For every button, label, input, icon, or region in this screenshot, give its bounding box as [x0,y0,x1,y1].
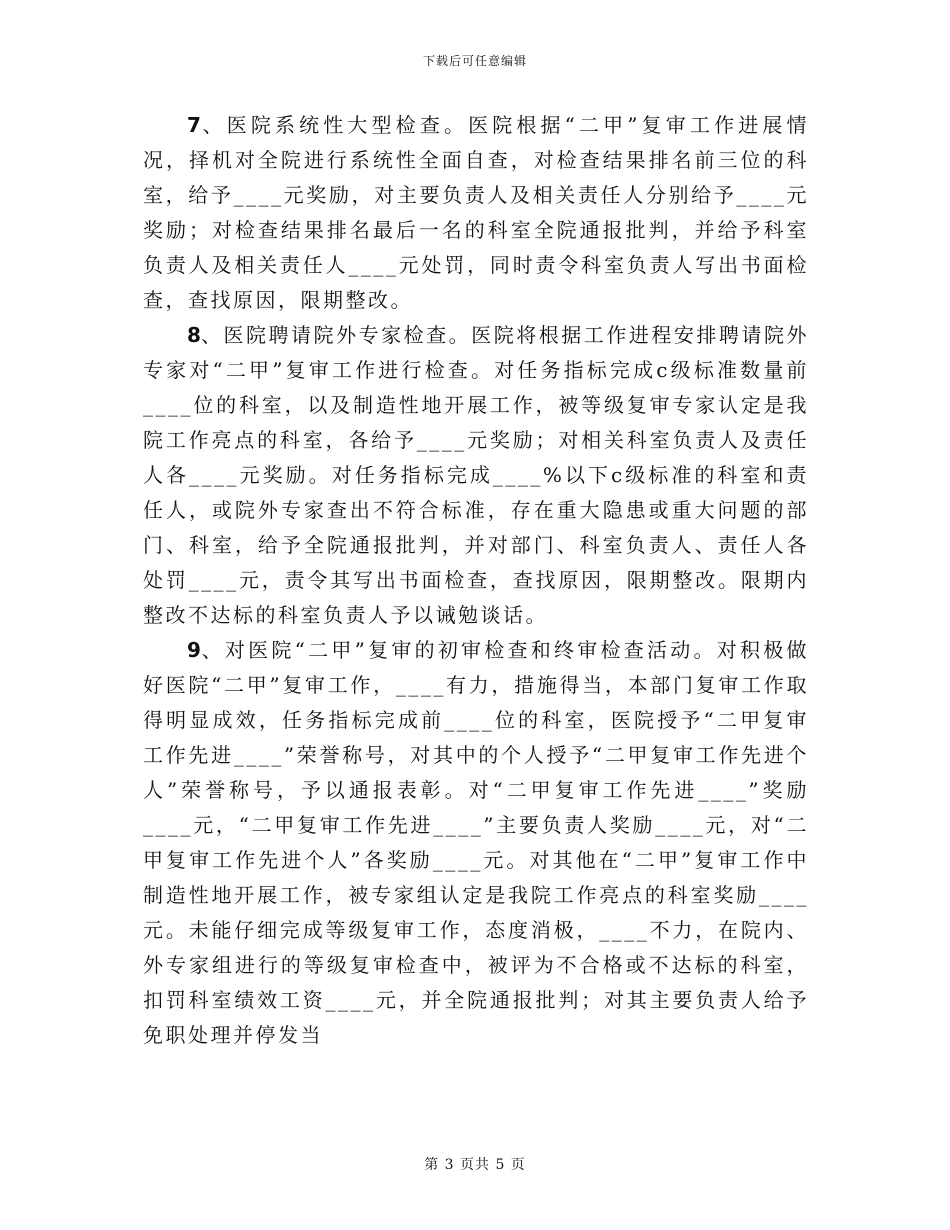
paragraph-8 [143,318,809,633]
paragraph-9 [143,633,809,1053]
paragraph-text: 、医院系统性大型检查。医院根据“二甲”复审工作进展情况，择机对全院进行系统性全面自查，对检查结果排名前三位的科室，给予____元奖励，对主要负责人及相关责任人分别给予____元奖励；对检查结果排名最后一名的科室全院通报批判，并给予科室负责人及相关责任人____元处罚，同时责令科室负责人写出书面检查，查找原因，限期整改。 [143,113,809,312]
paragraph-7 [143,108,809,318]
item-number: 8 [187,323,201,347]
item-number: 9 [187,638,201,662]
page-header: 下载后可任意编辑 [422,54,527,68]
page-footer: 第 3 页共 5 页 [424,1157,526,1173]
paragraph-text: 、医院聘请院外专家检查。医院将根据工作进程安排聘请院外专家对“二甲”复审工作进行检查。对任务指标完成c级标准数量前____位的科室，以及制造性地开展工作，被等级复审专家认定是我院工作亮点的科室，各给予____元奖励；对相关科室负责人及责任人各____元奖励。对任务指标完成____%以下c级标准的科室和责任人，或院外专家查出不符合标准，存在重大隐患或重大问题的部门、科室，给予全院通报批判，并对部门、科室负责人、责任人各处罚____元，责令其写出书面检查，查找原因，限期整改。限期内整改不达标的科室负责人予以诫勉谈话。 [143,323,809,627]
paragraph-text: 、对医院“二甲”复审的初审检查和终审检查活动。对积极做好医院“二甲”复审工作，____有力，措施得当，本部门复审工作取得明显成效，任务指标完成前____位的科室，医院授予“二甲复审工作先进____”荣誉称号，对其中的个人授予“二甲复审工作先进个人”荣誉称号，予以通报表彰。对“二甲复审工作先进____”奖励____元，“二甲复审工作先进____”主要负责人奖励____元，对“二甲复审工作先进个人”各奖励____元。对其他在“二甲”复审工作中制造性地开展工作，被专家组认定是我院工作亮点的科室奖励____元。未能仔细完成等级复审工作，态度消极，____不力，在院内、外专家组进行的等级复审检查中，被评为不合格或不达标的科室，扣罚科室绩效工资____元，并全院通报批判；对其主要负责人给予免职处理并停发当 [143,638,809,1047]
document-body [143,108,809,1053]
item-number: 7 [187,113,201,137]
